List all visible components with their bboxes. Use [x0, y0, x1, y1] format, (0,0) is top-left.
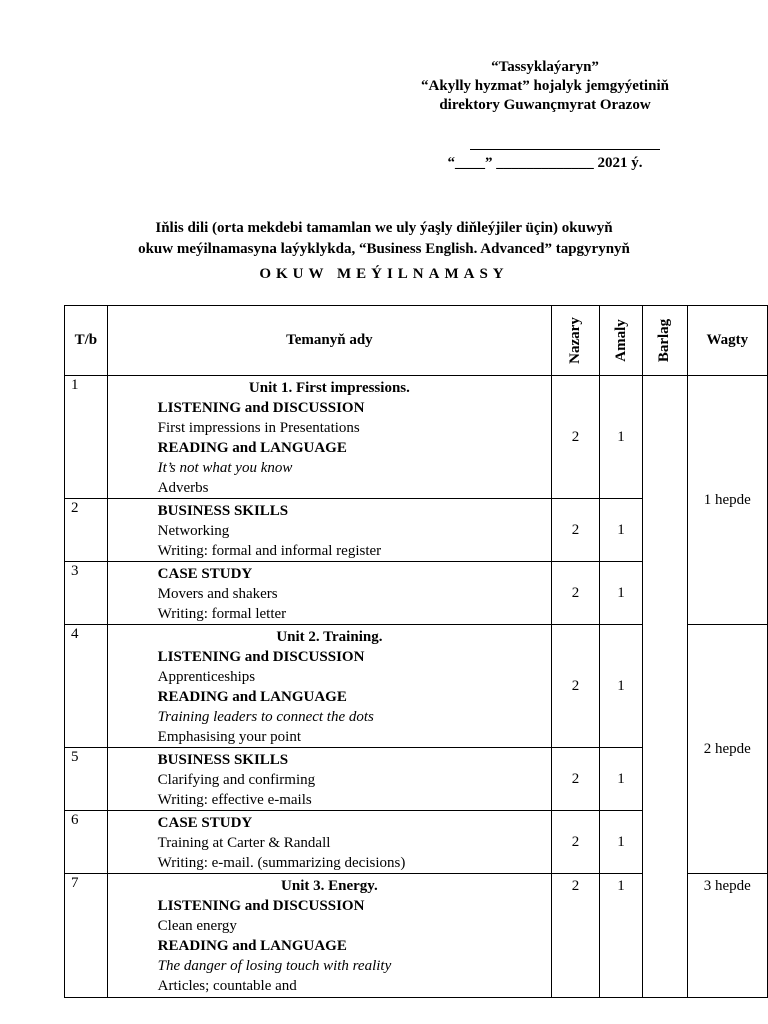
topic-line: Training at Carter & Randall — [157, 835, 331, 851]
nazary-value: 2 — [552, 499, 600, 562]
row-number: 4 — [65, 625, 108, 748]
row-topic — [107, 811, 551, 874]
header-nazary — [552, 306, 600, 376]
topic-line: Clarifying and confirming — [157, 772, 316, 788]
intro-text — [40, 218, 728, 260]
header-barlag — [643, 306, 687, 376]
topic-line: Apprenticeships — [157, 669, 256, 685]
section-heading: LISTENING and DISCUSSION — [157, 898, 365, 914]
amaly-value: 1 — [599, 874, 643, 998]
amaly-value: 1 — [599, 562, 643, 625]
row-topic — [107, 748, 551, 811]
topic-line: Writing: e-mail. (summarizing decisions) — [157, 855, 406, 871]
approval-company: “Akylly hyzmat” hojalyk jemgyýetiniň — [421, 78, 669, 94]
row-number: 7 — [65, 874, 108, 998]
topic-line: Emphasising your point — [157, 729, 301, 745]
table-row — [65, 376, 768, 499]
row-number: 5 — [65, 748, 108, 811]
unit-title: Unit 1. First impressions. — [248, 380, 410, 396]
amaly-value: 1 — [599, 811, 643, 874]
topic-line: It’s not what you know — [157, 460, 293, 476]
nazary-value: 2 — [552, 376, 600, 499]
topic-line: Networking — [157, 523, 230, 539]
header-wagty: Wagty — [687, 306, 767, 376]
section-heading: BUSINESS SKILLS — [157, 752, 289, 768]
wagty-value: 3 hepde — [687, 874, 767, 998]
row-topic — [107, 625, 551, 748]
section-heading: LISTENING and DISCUSSION — [157, 649, 365, 665]
topic-line: Writing: formal and informal register — [157, 543, 382, 559]
nazary-value: 2 — [552, 874, 600, 998]
intro-line-1: Iňlis dili (orta mekdebi tamamlan we uly ýaşly diňleýjiler üçin) okuwyň — [155, 220, 613, 236]
wagty-value: 2 hepde — [687, 625, 767, 874]
nazary-value: 2 — [552, 562, 600, 625]
amaly-value: 1 — [599, 748, 643, 811]
topic-line: Training leaders to connect the dots — [157, 709, 374, 725]
header-amaly-label: Amaly — [612, 319, 629, 362]
row-topic — [107, 499, 551, 562]
header-barlag-label: Barlag — [656, 318, 673, 363]
row-number: 6 — [65, 811, 108, 874]
topic-line: Movers and shakers — [157, 586, 278, 602]
unit-title: Unit 3. Energy. — [281, 878, 378, 894]
wagty-value: 1 hepde — [687, 376, 767, 625]
section-heading: READING and LANGUAGE — [157, 689, 347, 705]
amaly-value: 1 — [599, 625, 643, 748]
topic-line: Clean energy — [157, 918, 237, 934]
table-header-row — [65, 306, 768, 376]
header-amaly — [599, 306, 643, 376]
section-heading: LISTENING and DISCUSSION — [157, 400, 365, 416]
topic-line: First impressions in Presentations — [157, 420, 360, 436]
unit-title: Unit 2. Training. — [276, 629, 383, 645]
header-nazary-label: Nazary — [566, 317, 583, 364]
amaly-value: 1 — [599, 376, 643, 499]
topic-line: Adverbs — [157, 480, 209, 496]
row-number: 2 — [65, 499, 108, 562]
row-topic — [107, 562, 551, 625]
signature-line — [470, 137, 660, 150]
row-number: 1 — [65, 376, 108, 499]
topic-line: Writing: formal letter — [157, 606, 287, 622]
section-heading: CASE STUDY — [157, 566, 253, 582]
document-title: OKUW MEÝILNAMASY — [259, 266, 509, 282]
row-topic — [107, 376, 551, 499]
nazary-value: 2 — [552, 625, 600, 748]
approval-block — [380, 58, 710, 115]
section-heading: BUSINESS SKILLS — [157, 503, 289, 519]
amaly-value: 1 — [599, 499, 643, 562]
intro-line-2: okuw meýilnamasyna laýyklykda, “Business English. Advanced” tapgyrynyň — [138, 241, 630, 257]
approval-director: direktory Guwançmyrat Orazow — [439, 97, 651, 113]
nazary-value: 2 — [552, 748, 600, 811]
section-heading: CASE STUDY — [157, 815, 253, 831]
header-tb: T/b — [65, 306, 108, 376]
topic-line: Writing: effective e-mails — [157, 792, 312, 808]
approval-date: “____” _____________ 2021 ý. — [447, 155, 643, 171]
header-topic: Temanyň ady — [107, 306, 551, 376]
section-heading: READING and LANGUAGE — [157, 938, 347, 954]
topic-line: Articles; countable and — [157, 978, 297, 994]
approval-title: “Tassyklaýaryn” — [491, 59, 599, 75]
row-topic — [107, 874, 551, 998]
topic-line: The danger of losing touch with reality — [157, 958, 392, 974]
curriculum-table — [64, 305, 768, 998]
barlag-cell — [643, 376, 687, 998]
section-heading: READING and LANGUAGE — [157, 440, 347, 456]
nazary-value: 2 — [552, 811, 600, 874]
row-number: 3 — [65, 562, 108, 625]
